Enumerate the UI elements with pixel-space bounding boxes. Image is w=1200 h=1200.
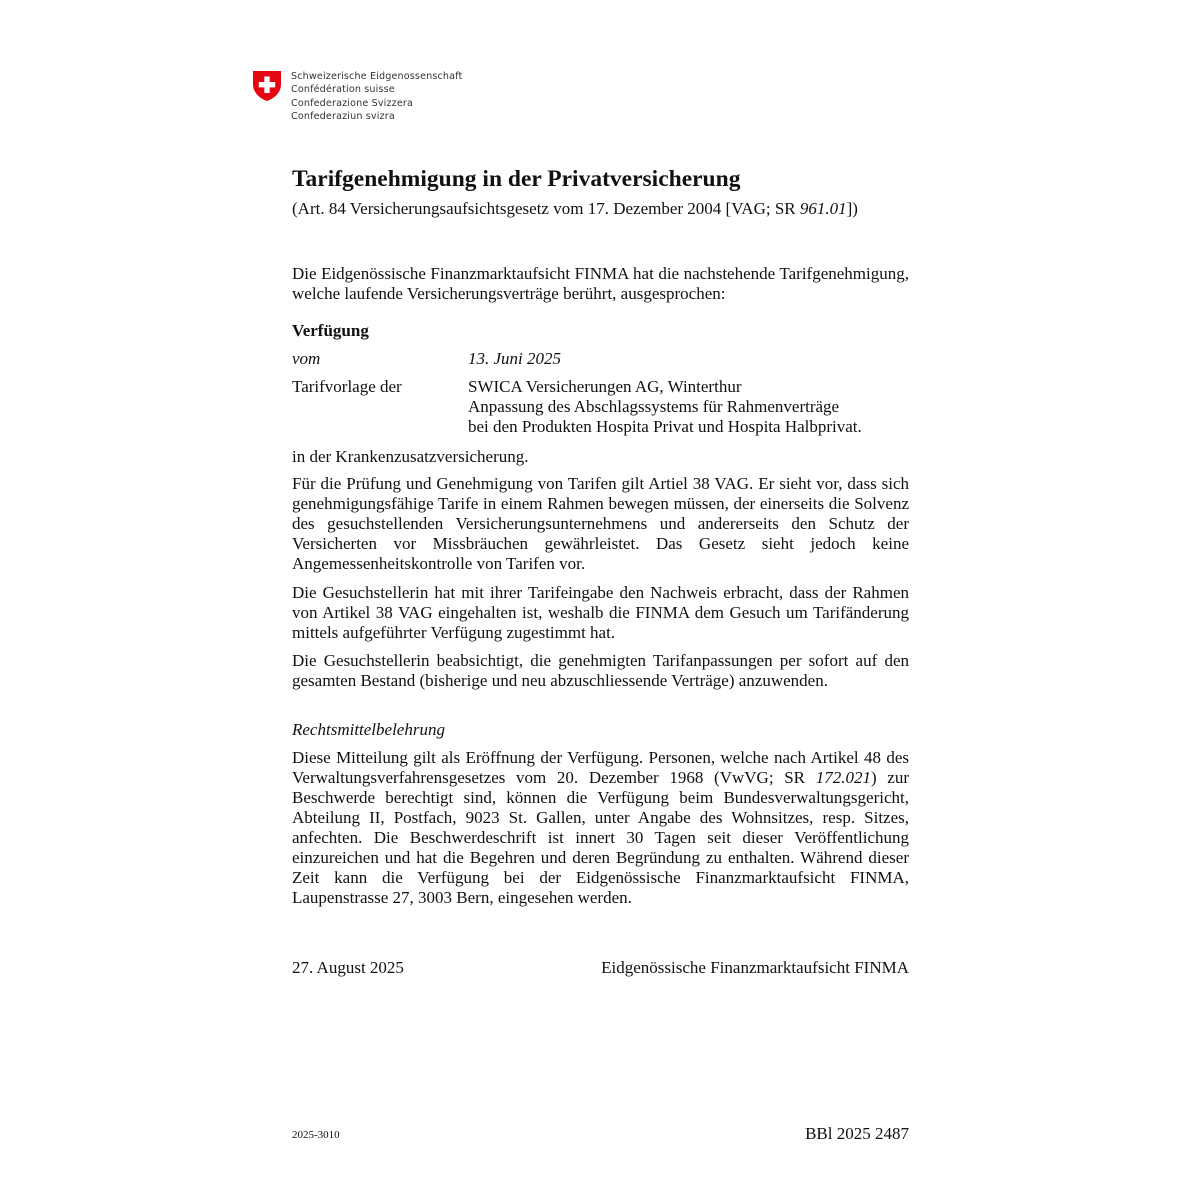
krankenzusatz-line: in der Krankenzusatzversicherung. [292, 447, 529, 466]
rechtsmittel-post: ) zur Beschwerde berechtigt sind, können die Verfügung beim Bundesverwaltungsgericht, Abteilung II, Postfach, 9023 St. Gallen, unter Angabe des Wohnsitzes, resp. Sitzes, anfechten. Die Beschwerdeschrift ist innert 30 Tagen seit dieser Veröffentlichung einzureichen und hat die Begehren und deren Begründung zu enthalten. Während dieser Zeit kann die Verfügung bei der Eidgenössische Finanzmarktaufsicht FINMA, Laupenstrasse 27, 3003 Bern, eingesehen werden. [292, 768, 909, 907]
footer-doc-number: 2025-3010 [292, 1129, 340, 1141]
header-line-de: Schweizerische Eidgenossenschaft [291, 71, 463, 82]
issuing-authority: Eidgenössische Finanzmarktaufsicht FINMA [601, 958, 909, 977]
confederation-header [252, 70, 462, 124]
header-line-fr: Confédération suisse [291, 84, 395, 96]
document-title: Tarifgenehmigung in der Privatversicherung [292, 166, 741, 192]
header-line-it: Confederazione Svizzera [291, 97, 414, 109]
paragraph-pruefung: Für die Prüfung und Genehmigung von Tarifen gilt Artiel 38 VAG. Er sieht vor, dass sich genehmigungsfähige Tarife in einem Rahmen bewegen müssen, der einerseits die Solvenz des gesuchstellenden Versicherungsunternehmens und andererseits den Schutz der Versicherten vor Missbräuchen gewährleistet. Das Gesetz sieht jedoch keine Angemessenheitskontrolle von Tarifen vor. [292, 474, 909, 573]
subtitle-sr-number: 961.01 [799, 199, 847, 218]
tarif-line-company: SWICA Versicherungen AG, Winterthur [468, 377, 742, 396]
paragraph-rechtsmittel [292, 748, 909, 908]
footer-bbl-reference: BBl 2025 2487 [805, 1124, 909, 1143]
vom-label: vom [292, 349, 321, 368]
title-block [292, 165, 909, 220]
document-subtitle [292, 198, 909, 220]
rechtsmittel-pre: Diese Mitteilung gilt als Eröffnung der Verfügung. Personen, welche nach Artikel 48 des Verwaltungsverfahrensgesetzes vom 20. Dezember 1968 (VwVG; SR [292, 748, 909, 787]
intro-paragraph: Die Eidgenössische Finanzmarktaufsicht FINMA hat die nachstehende Tarifgenehmigung, welche laufende Versicherungsverträge berührt, ausgesprochen: [292, 264, 909, 303]
confederation-names [291, 70, 462, 124]
tarif-values [468, 377, 928, 437]
tarif-label: Tarifvorlage der [292, 377, 402, 396]
subtitle-pre: (Art. 84 Versicherungsaufsichtsgesetz vom 17. Dezember 2004 [VAG; SR [292, 199, 800, 218]
signature-line [292, 958, 909, 978]
swiss-coat-of-arms-icon [252, 70, 282, 102]
header-line-rm: Confederaziun svizra [291, 111, 395, 123]
subtitle-post: ]) [846, 199, 858, 218]
rechtsmittel-sr-number: 172.021 [815, 768, 871, 787]
verfuegung-heading: Verfügung [292, 321, 369, 340]
tarif-line-subject: Anpassung des Abschlagssystems für Rahmenverträge [468, 397, 840, 416]
rechtsmittel-heading: Rechtsmittelbelehrung [292, 720, 445, 739]
paragraph-bestand: Die Gesuchstellerin beabsichtigt, die genehmigten Tarifanpassungen per sofort auf den gesamten Bestand (bisherige und neu abzuschliessende Verträge) anzuwenden. [292, 651, 909, 690]
paragraph-nachweis: Die Gesuchstellerin hat mit ihrer Tarifeingabe den Nachweis erbracht, dass der Rahmen von Artikel 38 VAG eingehalten ist, weshalb die FINMA dem Gesuch um Tarifänderung mittels aufgeführter Verfügung zugestimmt hat. [292, 583, 909, 642]
vom-value: 13. Juni 2025 [468, 349, 562, 368]
tarif-line-products: bei den Produkten Hospita Privat und Hospita Halbprivat. [468, 417, 862, 436]
publication-date: 27. August 2025 [292, 958, 404, 977]
